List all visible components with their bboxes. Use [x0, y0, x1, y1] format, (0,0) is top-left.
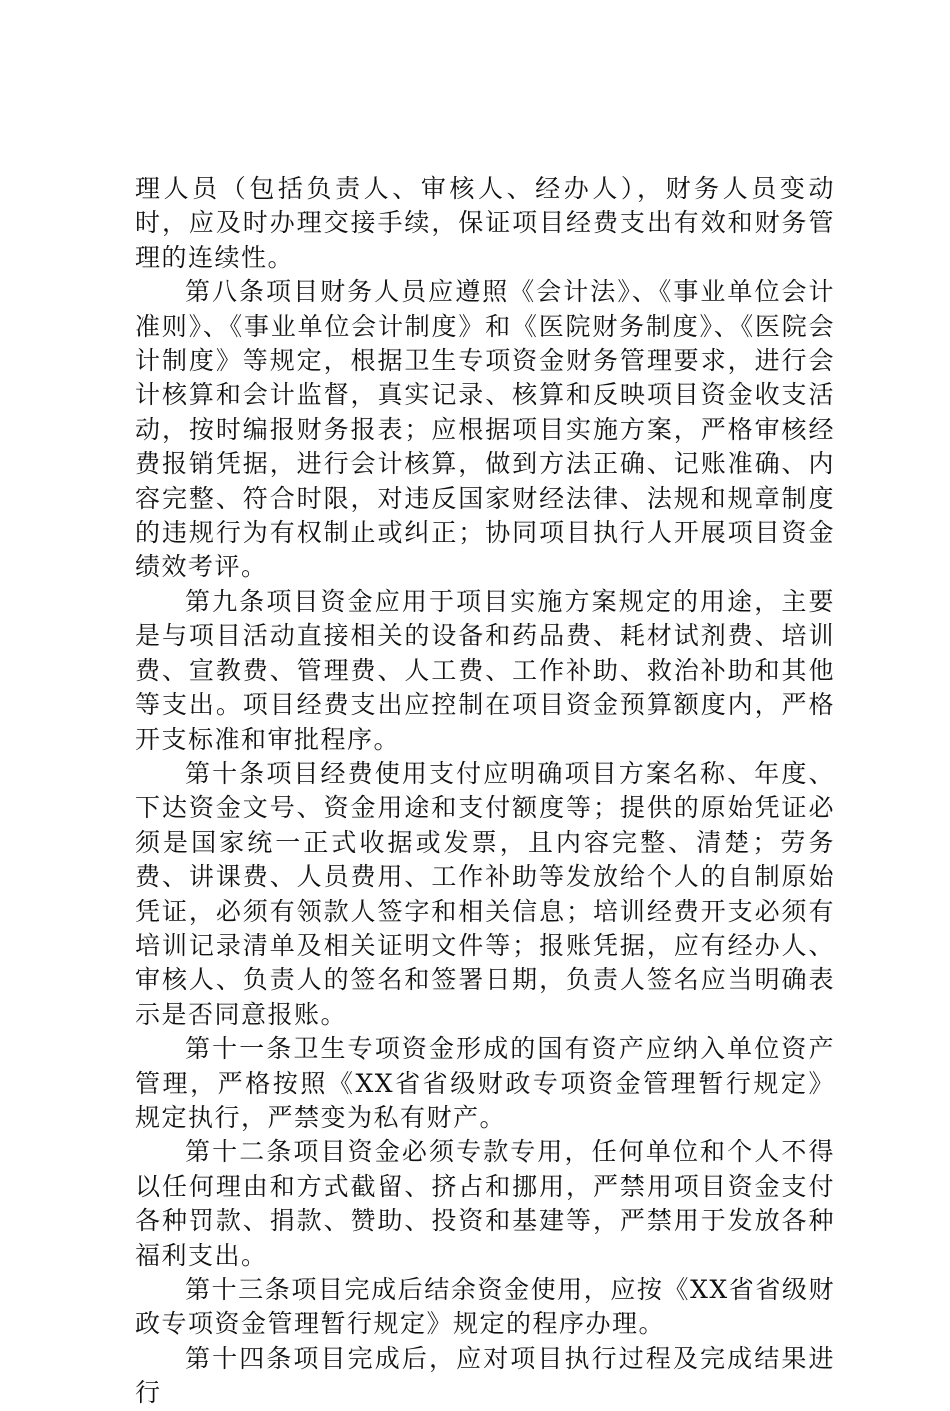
- paragraph-continuation: 理人员（包括负责人、审核人、经办人），财务人员变动时，应及时办理交接手续，保证项目经费支出有效和财务管理的连续性。: [135, 174, 835, 272]
- paragraph-article-12: 第十二条项目资金必须专款专用，任何单位和个人不得以任何理由和方式截留、挤占和挪用，严禁用项目资金支付各种罚款、捐款、赞助、投资和基建等，严禁用于发放各种福利支出。: [135, 1137, 835, 1270]
- document-body: [135, 172, 835, 1411]
- paragraph-article-9: 第九条项目资金应用于项目实施方案规定的用途，主要是与项目活动直接相关的设备和药品费、耗材试剂费、培训费、宣教费、管理费、人工费、工作补助、救治补助和其他等支出。项目经费支出应控制在项目资金预算额度内，严格开支标准和审批程序。: [135, 586, 835, 754]
- paragraph-article-11: 第十一条卫生专项资金形成的国有资产应纳入单位资产管理，严格按照《XX省省级财政专项资金管理暂行规定》规定执行，严禁变为私有财产。: [135, 1034, 835, 1132]
- paragraph-article-10: 第十条项目经费使用支付应明确项目方案名称、年度、下达资金文号、资金用途和支付额度等；提供的原始凭证必须是国家统一正式收据或发票，且内容完整、清楚；劳务费、讲课费、人员费用、工作补助等发放给个人的自制原始凭证，必须有领款人签字和相关信息；培训经费开支必须有培训记录清单及相关证明文件等；报账凭据，应有经办人、审核人、负责人的签名和签署日期，负责人签名应当明确表示是否同意报账。: [135, 758, 835, 1029]
- paragraph-article-14: 第十四条项目完成后，应对项目执行过程及完成结果进行: [135, 1343, 835, 1408]
- paragraph-article-8: 第八条项目财务人员应遵照《会计法》、《事业单位会计准则》、《事业单位会计制度》和《医院财务制度》、《医院会计制度》等规定，根据卫生专项资金财务管理要求，进行会计核算和会计监督，真实记录、核算和反映项目资金收支活动，按时编报财务报表；应根据项目实施方案，严格审核经费报销凭据，进行会计核算，做到方法正确、记账准确、内容完整、符合时限，对违反国家财经法律、法规和规章制度的违规行为有权制止或纠正；协同项目执行人开展项目资金绩效考评。: [135, 277, 835, 582]
- paragraph-article-13: 第十三条项目完成后结余资金使用，应按《XX省省级财政专项资金管理暂行规定》规定的程序办理。: [135, 1275, 835, 1339]
